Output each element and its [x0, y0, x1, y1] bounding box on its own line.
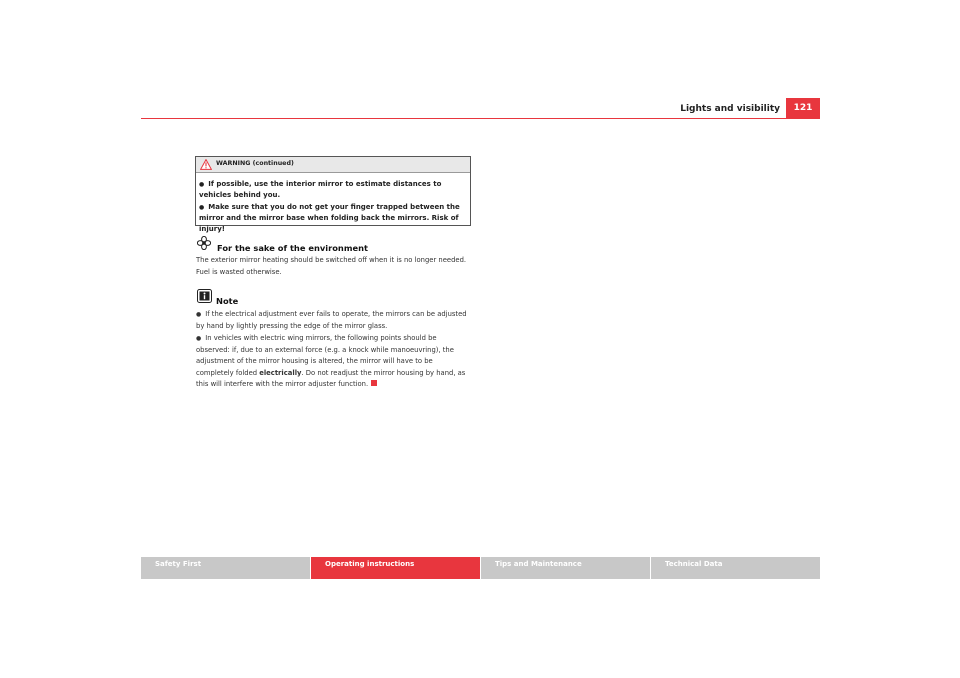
bullet-icon: ● [199, 181, 205, 188]
environment-heading: For the sake of the environment [217, 243, 368, 253]
note-item [196, 309, 472, 332]
note-item-text: In vehicles with electric wing mirrors, the following points should be observed: if, due to an external force (e.g. a knock while manoeuvring), the adjustment of the mirror housing is altered, the mirror will have to be completely folded [196, 334, 454, 377]
environment-text: The exterior mirror heating should be switched off when it is no longer needed. Fuel is wasted otherwise. [196, 256, 467, 276]
note-heading: Note [216, 296, 239, 306]
tab-safety-first[interactable]: Safety First [141, 557, 310, 579]
warning-item [199, 179, 467, 201]
page-number: 121 [786, 98, 820, 118]
warning-item-text: Make sure that you do not get your finger trapped between the mirror and the mirror base when folding back the mirrors. Risk of injury! [199, 203, 460, 233]
warning-heading: WARNING (continued) [216, 160, 294, 167]
warning-triangle-icon [200, 159, 212, 170]
page-title: Lights and visibility [680, 104, 780, 114]
tab-operating-instructions[interactable]: Operating instructions [311, 557, 480, 579]
info-icon [197, 289, 212, 303]
warning-item-text: If possible, use the interior mirror to estimate distances to vehicles behind you. [199, 180, 442, 199]
warning-item [199, 202, 467, 235]
tab-technical-data[interactable]: Technical Data [651, 557, 820, 579]
bullet-icon: ● [196, 311, 202, 318]
warning-box [195, 156, 471, 233]
header-divider [141, 118, 820, 119]
warning-header [196, 157, 470, 173]
note-emphasis: electrically [259, 368, 302, 377]
footer-nav [141, 557, 820, 579]
bullet-icon: ● [199, 204, 205, 211]
note-body [196, 309, 472, 392]
flower-icon [197, 236, 211, 250]
note-item-text: . Do not readjust the mirror housing by hand, as this will interfere with the mirror adjuster function. [196, 368, 466, 389]
bullet-icon: ● [196, 335, 202, 343]
note-item [196, 333, 472, 391]
tab-tips-and-maintenance[interactable]: Tips and Maintenance [481, 557, 650, 579]
section-end-icon [371, 380, 377, 386]
note-item-text: If the electrical adjustment ever fails to operate, the mirrors can be adjusted by hand by lightly pressing the edge of the mirror glass. [196, 310, 467, 330]
warning-body [196, 173, 470, 235]
